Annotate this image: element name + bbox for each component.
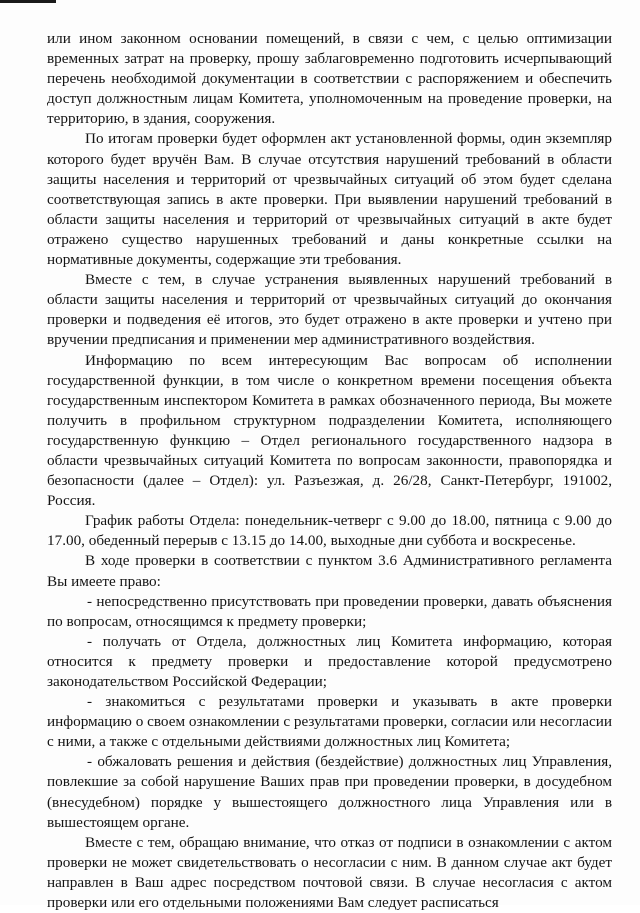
- paragraph-work-schedule: График работы Отдела: понедельник-четверг с 9.00 до 18.00, пятница с 9.00 до 17.00, обеденный перерыв с 13.15 до 14.00, выходные дни суббота и воскресенье.: [47, 512, 612, 550]
- list-item: - получать от Отдела, должностных лиц Комитета информацию, которая относится к предмету проверки и предоставление которой предусмотрено законодательством Российской Федерации;: [47, 632, 612, 690]
- document-body: [47, 29, 612, 913]
- paragraph-contact-info: Информацию по всем интересующим Вас вопросам об исполнении государственной функции, в том числе о конкретном времени посещения объекта государственным инспектором Комитета в рамках обозначенного периода, Вы можете получить в профильном структурном подразделении Комитета, исполняющего государственную функцию – Отдел регионального государственного надзора в области чрезвычайных ситуаций Комитета по вопросам законности, правопорядка и безопасности (далее – Отдел): ул. Разъезжая, д. 26/28, Санкт-Петербург, 191002, Россия.: [47, 351, 612, 510]
- list-item: - знакомиться с результатами проверки и указывать в акте проверки информацию о своем ознакомлении с результатами проверки, согласии или несогласии с ними, а также с отдельными действиями должностных лиц Комитета;: [47, 693, 612, 751]
- paragraph-violations-remedy: Вместе с тем, в случае устранения выявленных нарушений требований в области защиты населения и территорий от чрезвычайных ситуаций до окончания проверки и подведения её итогов, это будет отражено в акте проверки и учтено при вручении предписания и применении мер административного воздействия.: [47, 271, 612, 349]
- paragraph-signature-refusal: Вместе с тем, обращаю внимание, что отказ от подписи в ознакомлении с актом проверки не может свидетельствовать о несогласии с ним. В данном случае акт будет направлен в Ваш адрес посредством почтовой связи. В случае несогласия с актом проверки или его отдельными положениями Вам следует расписаться: [47, 833, 612, 912]
- paragraph-inspection-act: По итогам проверки будет оформлен акт установленной формы, один экземпляр которого будет вручён Вам. В случае отсутствия нарушений требований в области защиты населения и территорий от чрезвычайных ситуаций об этом будет сделана соответствующая запись в акте проверки. При выявлении нарушений требований в области защиты населения и территорий от чрезвычайных ситуаций в акте будет отражено существо нарушенных требований и даны конкретные ссылки на нормативные документы, содержащие эти требования.: [47, 130, 612, 269]
- paragraph-rights-intro: В ходе проверки в соответствии с пунктом 3.6 Административного регламента Вы имеете право:: [47, 552, 612, 590]
- header-rule: [0, 0, 56, 3]
- list-item: - обжаловать решения и действия (бездействие) должностных лиц Управления, повлекшие за собой нарушение Ваших прав при проведении проверки, в досудебном (внесудебном) порядке у вышестоящего должностного лица Управления или в вышестоящем органе.: [47, 753, 612, 831]
- paragraph-premises-access: или ином законном основании помещений, в связи с чем, с целью оптимизации временных затрат на проверку, прошу заблаговременно подготовить исчерпывающий перечень необходимой документации в соответствии с распоряжением и обеспечить доступ должностным лицам Комитета, уполномоченным на проведение проверки, на территорию, в здания, сооружения.: [47, 30, 612, 128]
- list-item: - непосредственно присутствовать при проведении проверки, давать объяснения по вопросам, относящимся к предмету проверки;: [47, 592, 612, 630]
